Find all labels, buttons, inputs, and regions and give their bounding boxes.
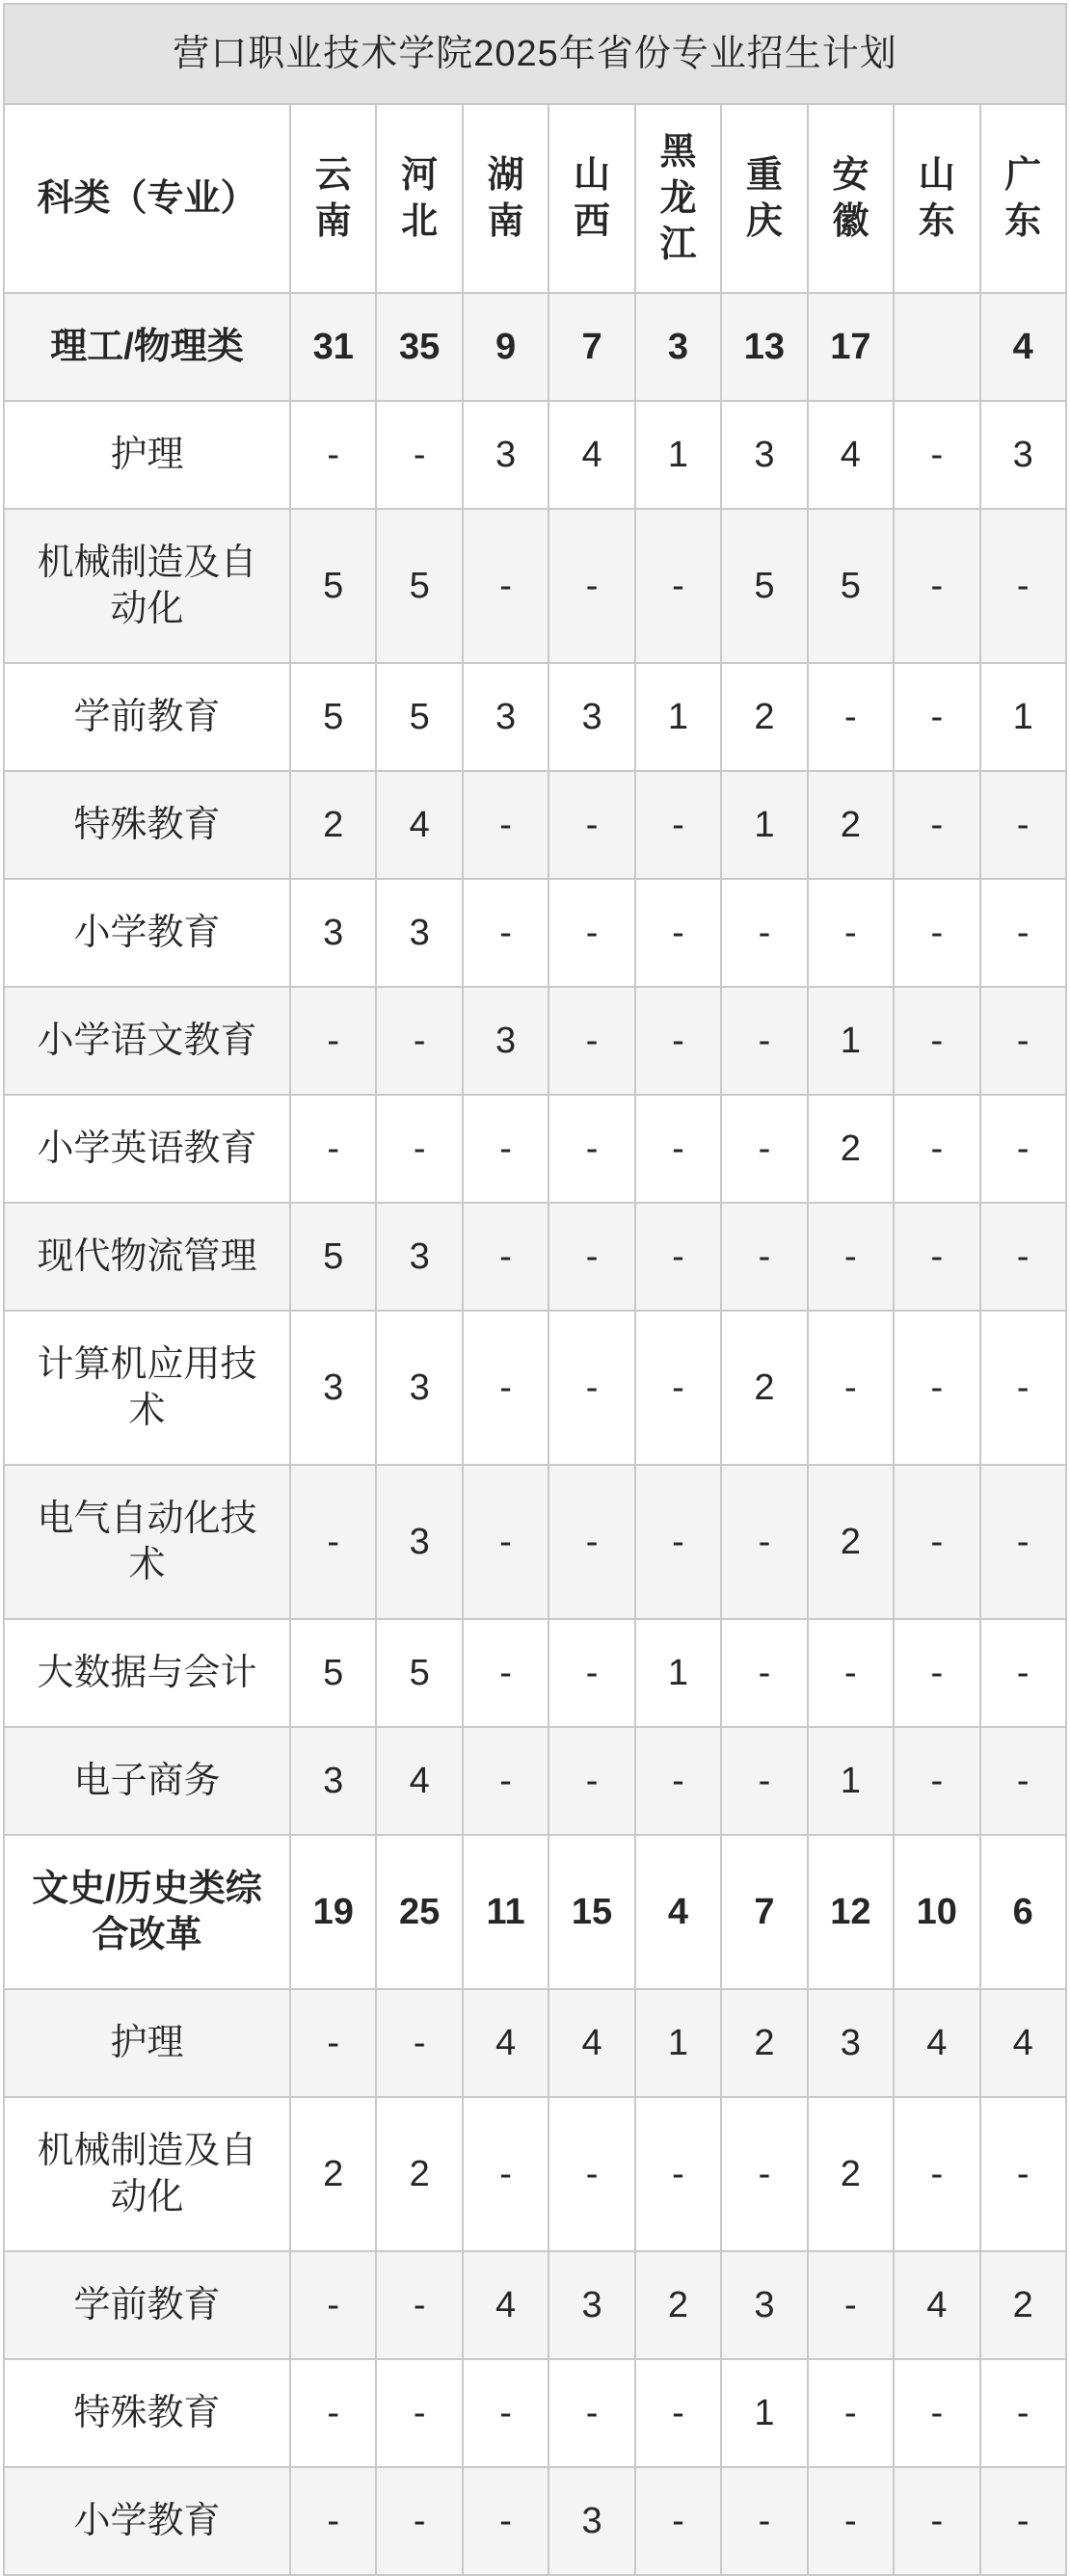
province-header: 重庆 bbox=[721, 104, 807, 293]
value-cell: 25 bbox=[376, 1835, 462, 1989]
table-row bbox=[4, 1727, 1066, 1835]
value-cell: 3 bbox=[980, 401, 1067, 509]
row-label: 小学教育 bbox=[4, 879, 290, 987]
value-cell: - bbox=[894, 1465, 979, 1619]
value-cell: 9 bbox=[463, 293, 548, 401]
value-cell: 5 bbox=[290, 663, 376, 771]
province-header: 安徽 bbox=[808, 104, 894, 293]
row-label: 特殊教育 bbox=[4, 771, 290, 879]
value-cell: 1 bbox=[980, 663, 1067, 771]
value-cell: - bbox=[463, 2467, 548, 2575]
value-cell: - bbox=[290, 2359, 376, 2467]
value-cell: 2 bbox=[290, 2097, 376, 2251]
row-label: 学前教育 bbox=[4, 663, 290, 771]
value-cell: - bbox=[894, 879, 979, 987]
row-label: 特殊教育 bbox=[4, 2359, 290, 2467]
row-label: 计算机应用技术 bbox=[4, 1311, 290, 1465]
value-cell: - bbox=[548, 509, 634, 663]
value-cell: 1 bbox=[635, 401, 721, 509]
row-label: 电气自动化技术 bbox=[4, 1465, 290, 1619]
value-cell: - bbox=[548, 1095, 634, 1203]
value-cell: - bbox=[894, 1095, 979, 1203]
value-cell: - bbox=[980, 509, 1067, 663]
value-cell: - bbox=[548, 2359, 634, 2467]
row-label: 学前教育 bbox=[4, 2251, 290, 2359]
value-cell: - bbox=[635, 1203, 721, 1311]
table-body bbox=[4, 293, 1066, 2575]
value-cell: - bbox=[548, 1311, 634, 1465]
value-cell: - bbox=[463, 879, 548, 987]
value-cell: - bbox=[376, 987, 462, 1095]
table-row bbox=[4, 771, 1066, 879]
province-header: 山东 bbox=[894, 104, 979, 293]
value-cell: - bbox=[635, 509, 721, 663]
value-cell: 3 bbox=[463, 401, 548, 509]
value-cell: 3 bbox=[463, 663, 548, 771]
value-cell: - bbox=[463, 1311, 548, 1465]
header-row bbox=[4, 104, 1066, 293]
value-cell: - bbox=[808, 1311, 894, 1465]
table-row bbox=[4, 401, 1066, 509]
value-cell: 3 bbox=[721, 2251, 807, 2359]
value-cell bbox=[894, 293, 979, 401]
value-cell: - bbox=[290, 987, 376, 1095]
value-cell: - bbox=[721, 1727, 807, 1835]
value-cell: 2 bbox=[721, 663, 807, 771]
value-cell: 2 bbox=[808, 2097, 894, 2251]
value-cell: - bbox=[548, 1727, 634, 1835]
value-cell: - bbox=[376, 1989, 462, 2097]
value-cell: 15 bbox=[548, 1835, 634, 1989]
value-cell: - bbox=[894, 1619, 979, 1727]
value-cell: 3 bbox=[463, 987, 548, 1095]
row-label: 电子商务 bbox=[4, 1727, 290, 1835]
value-cell: 4 bbox=[548, 1989, 634, 2097]
table-row bbox=[4, 2467, 1066, 2575]
row-label: 理工/物理类 bbox=[4, 293, 290, 401]
value-cell: 4 bbox=[894, 2251, 979, 2359]
value-cell: 35 bbox=[376, 293, 462, 401]
value-cell: - bbox=[635, 1311, 721, 1465]
value-cell: - bbox=[894, 2359, 979, 2467]
row-label: 小学教育 bbox=[4, 2467, 290, 2575]
table-row bbox=[4, 663, 1066, 771]
value-cell: 7 bbox=[548, 293, 634, 401]
value-cell: - bbox=[635, 2467, 721, 2575]
province-header: 山西 bbox=[548, 104, 634, 293]
value-cell: - bbox=[463, 1727, 548, 1835]
value-cell: - bbox=[721, 1619, 807, 1727]
province-header: 云南 bbox=[290, 104, 376, 293]
value-cell: 2 bbox=[980, 2251, 1067, 2359]
value-cell: 3 bbox=[290, 1727, 376, 1835]
row-label: 现代物流管理 bbox=[4, 1203, 290, 1311]
value-cell: - bbox=[463, 2359, 548, 2467]
value-cell: - bbox=[980, 987, 1067, 1095]
value-cell: - bbox=[721, 1203, 807, 1311]
value-cell: 2 bbox=[721, 1311, 807, 1465]
value-cell: - bbox=[376, 401, 462, 509]
title-row bbox=[4, 4, 1066, 104]
value-cell: - bbox=[376, 2467, 462, 2575]
value-cell: 4 bbox=[980, 293, 1067, 401]
value-cell: - bbox=[894, 987, 979, 1095]
value-cell: - bbox=[721, 987, 807, 1095]
table-row bbox=[4, 509, 1066, 663]
province-header: 河北 bbox=[376, 104, 462, 293]
value-cell: - bbox=[808, 1619, 894, 1727]
value-cell: - bbox=[894, 2097, 979, 2251]
value-cell: 3 bbox=[290, 879, 376, 987]
value-cell: - bbox=[980, 1619, 1067, 1727]
value-cell: - bbox=[894, 1727, 979, 1835]
value-cell: - bbox=[463, 1095, 548, 1203]
value-cell: - bbox=[463, 1465, 548, 1619]
value-cell: - bbox=[548, 771, 634, 879]
value-cell: - bbox=[290, 1095, 376, 1203]
value-cell: 1 bbox=[721, 771, 807, 879]
value-cell: 4 bbox=[376, 771, 462, 879]
value-cell: - bbox=[290, 1989, 376, 2097]
value-cell: 5 bbox=[808, 509, 894, 663]
value-cell: 1 bbox=[808, 1727, 894, 1835]
table-row bbox=[4, 2359, 1066, 2467]
value-cell: 4 bbox=[463, 2251, 548, 2359]
value-cell: 1 bbox=[635, 1619, 721, 1727]
value-cell: 3 bbox=[376, 1311, 462, 1465]
value-cell: - bbox=[808, 1203, 894, 1311]
value-cell: - bbox=[548, 2097, 634, 2251]
value-cell: - bbox=[980, 1465, 1067, 1619]
row-label: 机械制造及自动化 bbox=[4, 2097, 290, 2251]
value-cell: 1 bbox=[721, 2359, 807, 2467]
row-label: 护理 bbox=[4, 401, 290, 509]
value-cell: - bbox=[980, 2097, 1067, 2251]
table-row bbox=[4, 1619, 1066, 1727]
province-header: 湖南 bbox=[463, 104, 548, 293]
value-cell: - bbox=[980, 2467, 1067, 2575]
value-cell: - bbox=[463, 2097, 548, 2251]
value-cell: - bbox=[894, 1311, 979, 1465]
table-row bbox=[4, 1311, 1066, 1465]
value-cell: - bbox=[894, 401, 979, 509]
value-cell: 4 bbox=[376, 1727, 462, 1835]
value-cell: - bbox=[376, 1095, 462, 1203]
value-cell: 1 bbox=[808, 987, 894, 1095]
table-row bbox=[4, 1989, 1066, 2097]
value-cell: 1 bbox=[635, 663, 721, 771]
value-cell: - bbox=[290, 1465, 376, 1619]
table-row bbox=[4, 293, 1066, 401]
value-cell: - bbox=[376, 2251, 462, 2359]
enrollment-table bbox=[3, 3, 1067, 2576]
value-cell: 2 bbox=[808, 1465, 894, 1619]
value-cell: 4 bbox=[894, 1989, 979, 2097]
value-cell: - bbox=[808, 2251, 894, 2359]
row-label: 机械制造及自动化 bbox=[4, 509, 290, 663]
value-cell: 4 bbox=[980, 1989, 1067, 2097]
value-cell: 3 bbox=[376, 879, 462, 987]
value-cell: - bbox=[548, 879, 634, 987]
value-cell: - bbox=[980, 2359, 1067, 2467]
value-cell: 11 bbox=[463, 1835, 548, 1989]
value-cell: 2 bbox=[808, 1095, 894, 1203]
value-cell: - bbox=[980, 879, 1067, 987]
value-cell: 4 bbox=[635, 1835, 721, 1989]
value-cell: - bbox=[376, 2359, 462, 2467]
value-cell: 5 bbox=[376, 1619, 462, 1727]
table-row bbox=[4, 879, 1066, 987]
value-cell: - bbox=[808, 879, 894, 987]
value-cell: 17 bbox=[808, 293, 894, 401]
value-cell: 4 bbox=[463, 1989, 548, 2097]
value-cell: - bbox=[721, 1095, 807, 1203]
value-cell: - bbox=[721, 1465, 807, 1619]
value-cell: 5 bbox=[290, 509, 376, 663]
value-cell: - bbox=[463, 509, 548, 663]
value-cell: - bbox=[635, 1095, 721, 1203]
value-cell: - bbox=[808, 2359, 894, 2467]
value-cell: 5 bbox=[721, 509, 807, 663]
value-cell: 3 bbox=[548, 2251, 634, 2359]
table-row bbox=[4, 1095, 1066, 1203]
value-cell: - bbox=[894, 663, 979, 771]
value-cell: - bbox=[290, 2251, 376, 2359]
table-row bbox=[4, 1203, 1066, 1311]
province-header: 广东 bbox=[980, 104, 1067, 293]
value-cell: - bbox=[635, 771, 721, 879]
value-cell: - bbox=[548, 987, 634, 1095]
value-cell: 3 bbox=[635, 293, 721, 401]
table-row bbox=[4, 2251, 1066, 2359]
value-cell: 10 bbox=[894, 1835, 979, 1989]
row-label: 大数据与会计 bbox=[4, 1619, 290, 1727]
value-cell: 2 bbox=[721, 1989, 807, 2097]
value-cell: 3 bbox=[290, 1311, 376, 1465]
value-cell: - bbox=[635, 987, 721, 1095]
value-cell: - bbox=[548, 1465, 634, 1619]
value-cell: 5 bbox=[376, 509, 462, 663]
value-cell: - bbox=[721, 2097, 807, 2251]
value-cell: 3 bbox=[376, 1465, 462, 1619]
value-cell: 13 bbox=[721, 293, 807, 401]
value-cell: 1 bbox=[635, 1989, 721, 2097]
value-cell: - bbox=[980, 1311, 1067, 1465]
value-cell: 3 bbox=[721, 401, 807, 509]
table-row bbox=[4, 2097, 1066, 2251]
value-cell: - bbox=[635, 879, 721, 987]
value-cell: 7 bbox=[721, 1835, 807, 1989]
value-cell: - bbox=[635, 2359, 721, 2467]
row-label: 小学英语教育 bbox=[4, 1095, 290, 1203]
row-label: 护理 bbox=[4, 1989, 290, 2097]
value-cell: 5 bbox=[290, 1619, 376, 1727]
corner-header: 科类（专业） bbox=[4, 104, 290, 293]
value-cell: - bbox=[290, 2467, 376, 2575]
value-cell: 3 bbox=[808, 1989, 894, 2097]
value-cell: 5 bbox=[376, 663, 462, 771]
value-cell: - bbox=[635, 2097, 721, 2251]
value-cell: 6 bbox=[980, 1835, 1067, 1989]
value-cell: - bbox=[894, 2467, 979, 2575]
table-title: 营口职业技术学院2025年省份专业招生计划 bbox=[4, 4, 1066, 104]
value-cell: - bbox=[894, 1203, 979, 1311]
province-header: 黑龙江 bbox=[635, 104, 721, 293]
value-cell: - bbox=[808, 663, 894, 771]
value-cell: - bbox=[463, 1619, 548, 1727]
value-cell: - bbox=[463, 771, 548, 879]
value-cell: 3 bbox=[376, 1203, 462, 1311]
value-cell: - bbox=[980, 1095, 1067, 1203]
value-cell: 3 bbox=[548, 2467, 634, 2575]
value-cell: - bbox=[980, 1203, 1067, 1311]
value-cell: - bbox=[894, 509, 979, 663]
value-cell: 2 bbox=[635, 2251, 721, 2359]
value-cell: - bbox=[980, 771, 1067, 879]
value-cell: - bbox=[548, 1203, 634, 1311]
value-cell: - bbox=[721, 2467, 807, 2575]
value-cell: - bbox=[548, 1619, 634, 1727]
value-cell: - bbox=[808, 2467, 894, 2575]
value-cell: 5 bbox=[290, 1203, 376, 1311]
value-cell: - bbox=[635, 1727, 721, 1835]
table-row bbox=[4, 1835, 1066, 1989]
value-cell: 31 bbox=[290, 293, 376, 401]
value-cell: - bbox=[894, 771, 979, 879]
value-cell: - bbox=[635, 1465, 721, 1619]
value-cell: 2 bbox=[290, 771, 376, 879]
table-row bbox=[4, 987, 1066, 1095]
row-label: 小学语文教育 bbox=[4, 987, 290, 1095]
value-cell: 12 bbox=[808, 1835, 894, 1989]
value-cell: 3 bbox=[548, 663, 634, 771]
value-cell: - bbox=[463, 1203, 548, 1311]
value-cell: - bbox=[980, 1727, 1067, 1835]
value-cell: 19 bbox=[290, 1835, 376, 1989]
value-cell: 2 bbox=[808, 771, 894, 879]
value-cell: 4 bbox=[548, 401, 634, 509]
table-row bbox=[4, 1465, 1066, 1619]
value-cell: 2 bbox=[376, 2097, 462, 2251]
row-label: 文史/历史类综合改革 bbox=[4, 1835, 290, 1989]
value-cell: 4 bbox=[808, 401, 894, 509]
value-cell: - bbox=[290, 401, 376, 509]
value-cell: - bbox=[721, 879, 807, 987]
